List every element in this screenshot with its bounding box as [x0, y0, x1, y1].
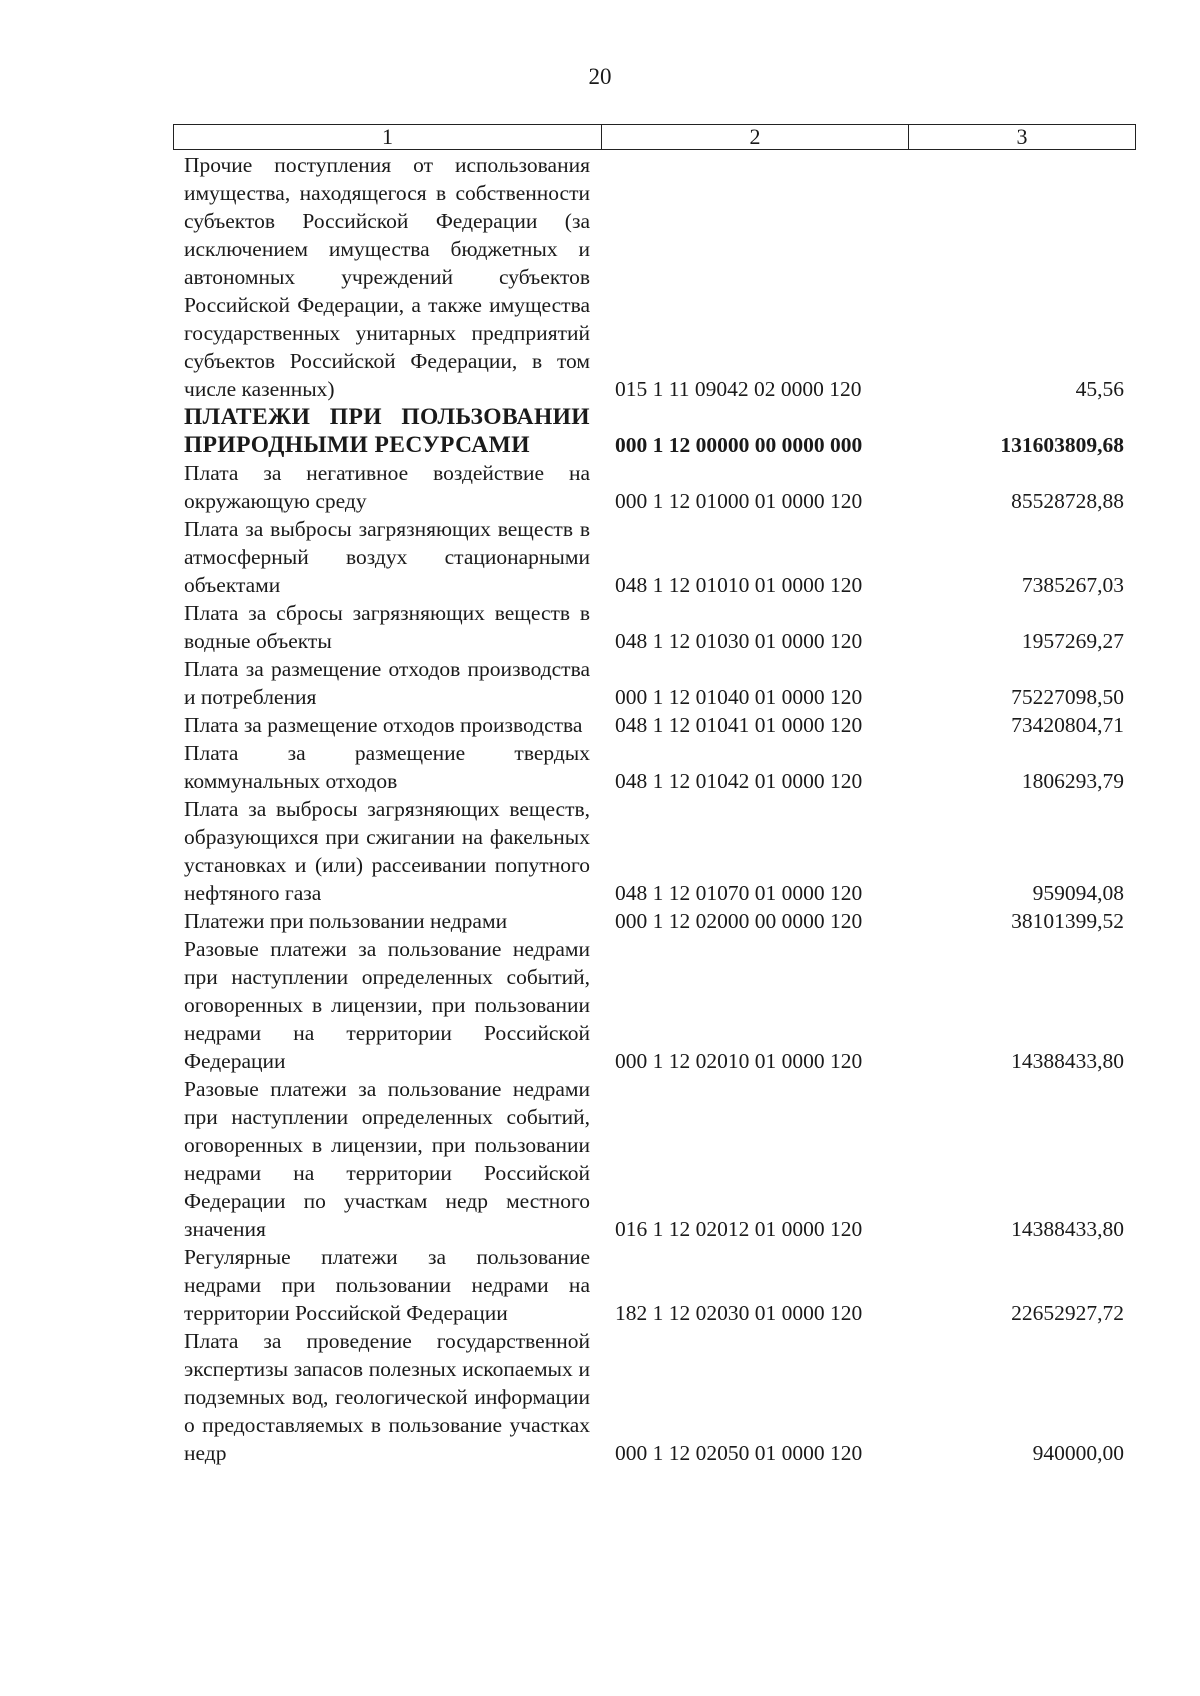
table-row — [0, 907, 1200, 935]
row-budget-code: 000 1 12 01040 01 0000 120 — [615, 685, 863, 709]
row-amount: 73420804,71 — [1011, 713, 1124, 737]
table-row — [0, 935, 1200, 1075]
row-amount: 14388433,80 — [1011, 1049, 1124, 1073]
row-amount: 7385267,03 — [1021, 573, 1124, 597]
table-row — [0, 515, 1200, 599]
table-row — [0, 599, 1200, 655]
row-budget-code: 015 1 11 09042 02 0000 120 — [615, 377, 862, 401]
row-amount: 14388433,80 — [1011, 1217, 1124, 1241]
row-description: Разовые платежи за пользование недрами при наступлении определенных событий, оговоренных в лицензии, при пользовании недрами на территории Российской Федерации — [184, 937, 590, 1073]
row-budget-code: 048 1 12 01042 01 0000 120 — [615, 769, 863, 793]
row-description: Плата за выбросы загрязняющих веществ, образующихся при сжигании на факельных установках и (или) рассеивании попутного нефтяного газа — [184, 797, 590, 905]
row-description: Платежи при пользовании недрами — [184, 909, 508, 933]
table-row-section-heading — [0, 403, 1200, 459]
row-description: Плата за размещение отходов производства и потребления — [184, 657, 590, 709]
row-budget-code: 000 1 12 02000 00 0000 120 — [615, 909, 863, 933]
row-description: ПЛАТЕЖИ ПРИ ПОЛЬЗОВАНИИ ПРИРОДНЫМИ РЕСУРСАМИ — [184, 404, 590, 458]
row-description: Плата за размещение твердых коммунальных отходов — [184, 741, 590, 793]
row-budget-code: 048 1 12 01041 01 0000 120 — [615, 713, 863, 737]
column-header-1: 1 — [382, 124, 393, 149]
row-amount: 22652927,72 — [1011, 1301, 1124, 1325]
row-budget-code: 000 1 12 00000 00 0000 000 — [615, 433, 863, 457]
table-row — [0, 795, 1200, 907]
table-row — [0, 459, 1200, 515]
table-row — [0, 151, 1200, 403]
table-row — [0, 711, 1200, 739]
row-budget-code: 000 1 12 01000 01 0000 120 — [615, 489, 863, 513]
row-budget-code: 016 1 12 02012 01 0000 120 — [615, 1217, 863, 1241]
row-description: Плата за проведение государственной экспертизы запасов полезных ископаемых и подземных вод, геологической информации о предоставляемых в пользование участках недр — [184, 1329, 590, 1465]
row-budget-code: 048 1 12 01010 01 0000 120 — [615, 573, 863, 597]
row-amount: 131603809,68 — [1000, 433, 1124, 457]
row-description: Плата за размещение отходов производства — [184, 713, 583, 737]
row-budget-code: 000 1 12 02010 01 0000 120 — [615, 1049, 863, 1073]
revenue-table-body — [0, 151, 1200, 1467]
table-row — [0, 1327, 1200, 1467]
table-row — [0, 655, 1200, 711]
row-amount: 1957269,27 — [1021, 629, 1124, 653]
row-description: Регулярные платежи за пользование недрами при пользовании недрами на территории Российской Федерации — [184, 1245, 590, 1325]
row-description: Плата за выбросы загрязняющих веществ в атмосферный воздух стационарными объектами — [184, 517, 590, 597]
row-budget-code: 000 1 12 02050 01 0000 120 — [615, 1441, 863, 1465]
row-amount: 75227098,50 — [1011, 685, 1124, 709]
row-budget-code: 048 1 12 01030 01 0000 120 — [615, 629, 863, 653]
row-amount: 940000,00 — [1032, 1441, 1124, 1465]
page-number: 20 — [588, 64, 612, 89]
column-header-3: 3 — [908, 125, 1135, 149]
row-amount: 959094,08 — [1032, 881, 1124, 905]
table-header — [173, 124, 1136, 150]
row-description: Плата за негативное воздействие на окружающую среду — [184, 461, 590, 513]
table-row — [0, 1243, 1200, 1327]
row-budget-code: 048 1 12 01070 01 0000 120 — [615, 881, 863, 905]
table-row — [0, 739, 1200, 795]
table-row — [0, 1075, 1200, 1243]
row-budget-code: 182 1 12 02030 01 0000 120 — [615, 1301, 863, 1325]
row-amount: 45,56 — [1075, 377, 1124, 401]
row-description: Плата за сбросы загрязняющих веществ в водные объекты — [184, 601, 590, 653]
row-description: Прочие поступления от использования имущества, находящегося в собственности субъектов Российской Федерации (за исключением имущества бюджетных и автономных учреждений субъектов Российской Федерации, а также имущества государственных унитарных предприятий субъектов Российской Федерации, в том числе казенных) — [184, 153, 590, 401]
row-amount: 85528728,88 — [1011, 489, 1124, 513]
row-amount: 38101399,52 — [1011, 909, 1124, 933]
row-description: Разовые платежи за пользование недрами при наступлении определенных событий, оговоренных в лицензии, при пользовании недрами на территории Российской Федерации по участкам недр местного значения — [184, 1077, 590, 1241]
row-amount: 1806293,79 — [1021, 769, 1124, 793]
column-header-2: 2 — [601, 125, 908, 149]
